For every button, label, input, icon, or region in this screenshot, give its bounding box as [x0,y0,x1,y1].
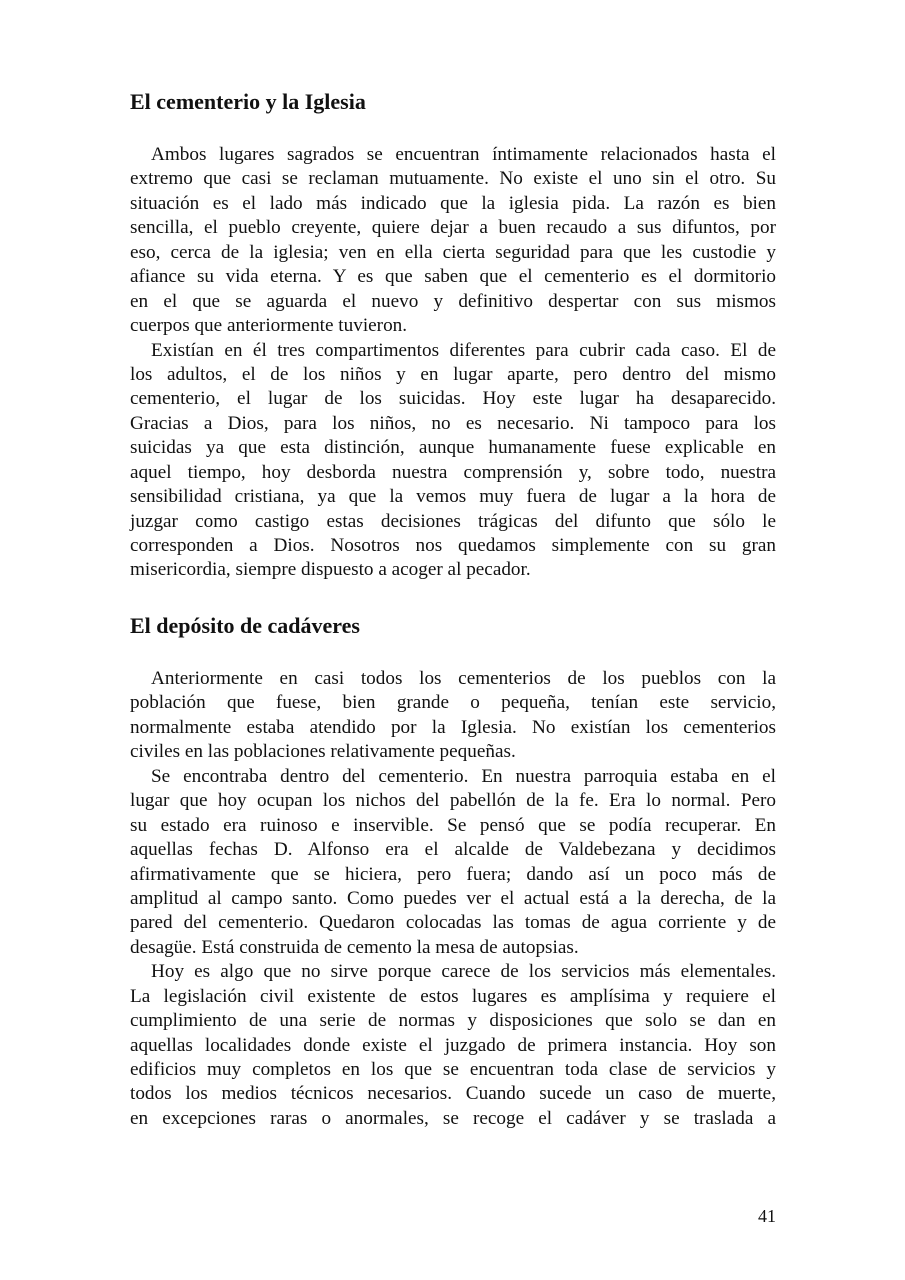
text-line: aquellas localidades donde existe el juzgado de primera instancia. Hoy son [130,1034,776,1056]
text-line: amplitud al campo santo. Como puedes ver el actual está a la derecha, de la [130,887,776,909]
text-line: Se encontraba dentro del cementerio. En nuestra parroquia estaba en el [151,765,776,787]
text-line: lugar que hoy ocupan los nichos del pabellón de la fe. Era lo normal. Pero [130,790,776,812]
paragraph [130,765,776,961]
text-line: corresponden a Dios. Nosotros nos quedamos simplemente con su gran [130,535,776,556]
text-line: normalmente estaba atendido por la Iglesia. No existían los cementerios [130,716,776,738]
text-line: afiance su vida eterna. Y es que saben que el cementerio es el dormitorio [130,266,776,288]
text-line: sencilla, el pueblo creyente, quiere dejar a buen recaudo a sus difuntos, por [130,217,776,239]
section-heading: El cementerio y la Iglesia [130,89,366,114]
text-line: suicidas ya que esta distinción, aunque humanamente fuese explicable en [130,437,776,459]
text-line: cuerpos que anteriormente tuvieron. [130,315,408,337]
text-line: sensibilidad cristiana, ya que la vemos muy fuera de lugar a la hora de [130,486,776,508]
text-line: edificios muy completos en los que se encuentran toda clase de servicios y [130,1059,776,1080]
section-body [130,667,776,1131]
paragraph [130,143,776,339]
text-line: Hoy es algo que no sirve porque carece de los servicios más elementales. [151,961,776,983]
text-line: extremo que casi se reclaman mutuamente. No existe el uno sin el otro. Su [130,168,776,190]
text-line: aquel tiempo, hoy desborda nuestra comprensión y, sobre todo, nuestra [130,461,776,483]
section-heading: El depósito de cadáveres [130,613,360,638]
text-line: situación es el lado más indicado que la iglesia pida. La razón es bien [130,192,776,214]
text-line: cementerio, el lugar de los suicidas. Hoy este lugar ha desaparecido. [130,388,776,410]
text-line: población que fuese, bien grande o pequeña, tenían este servicio, [130,692,776,714]
text-line: todos los medios técnicos necesarios. Cuando sucede un caso de muerte, [130,1083,776,1105]
text-line: Ambos lugares sagrados se encuentran íntimamente relacionados hasta el [151,144,776,165]
text-line: en excepciones raras o anormales, se recoge el cadáver y se traslada a [130,1107,776,1129]
text-line: civiles en las poblaciones relativamente pequeñas. [130,741,516,763]
text-line: Anteriormente en casi todos los cementerios de los pueblos con la [151,668,776,689]
text-line: pared del cementerio. Quedaron colocadas las tomas de agua corriente y de [130,912,776,934]
paragraph [130,960,776,1131]
text-line: eso, cerca de la iglesia; ven en ella cierta seguridad para que les custodie y [130,241,776,263]
text-line: su estado era ruinoso e inservible. Se pensó que se podía recuperar. En [130,814,776,836]
text-line: Gracias a Dios, para los niños, no es necesario. Ni tampoco para los [130,412,776,434]
text-line: los adultos, el de los niños y en lugar aparte, pero dentro del mismo [130,363,776,385]
text-line: La legislación civil existente de estos lugares es amplísima y requiere el [130,985,776,1007]
page-number: 41 [758,1206,776,1226]
text-line: afirmativamente que se hiciera, pero fuera; dando así un poco más de [130,863,776,885]
text-line: misericordia, siempre dispuesto a acoger al pecador. [130,559,531,581]
text-line: aquellas fechas D. Alfonso era el alcalde de Valdebezana y decidimos [130,839,776,861]
paragraph [130,667,776,765]
section-body [130,143,776,583]
text-line: juzgar como castigo estas decisiones trágicas del difunto que sólo le [130,510,776,532]
text-line: en el que se aguarda el nuevo y definitivo despertar con sus mismos [130,290,776,312]
text-line: Existían en él tres compartimentos diferentes para cubrir cada caso. El de [151,339,776,361]
paragraph [130,339,776,583]
text-line: cumplimiento de una serie de normas y disposiciones que solo se dan en [130,1010,776,1032]
text-line: desagüe. Está construida de cemento la mesa de autopsias. [130,936,579,958]
